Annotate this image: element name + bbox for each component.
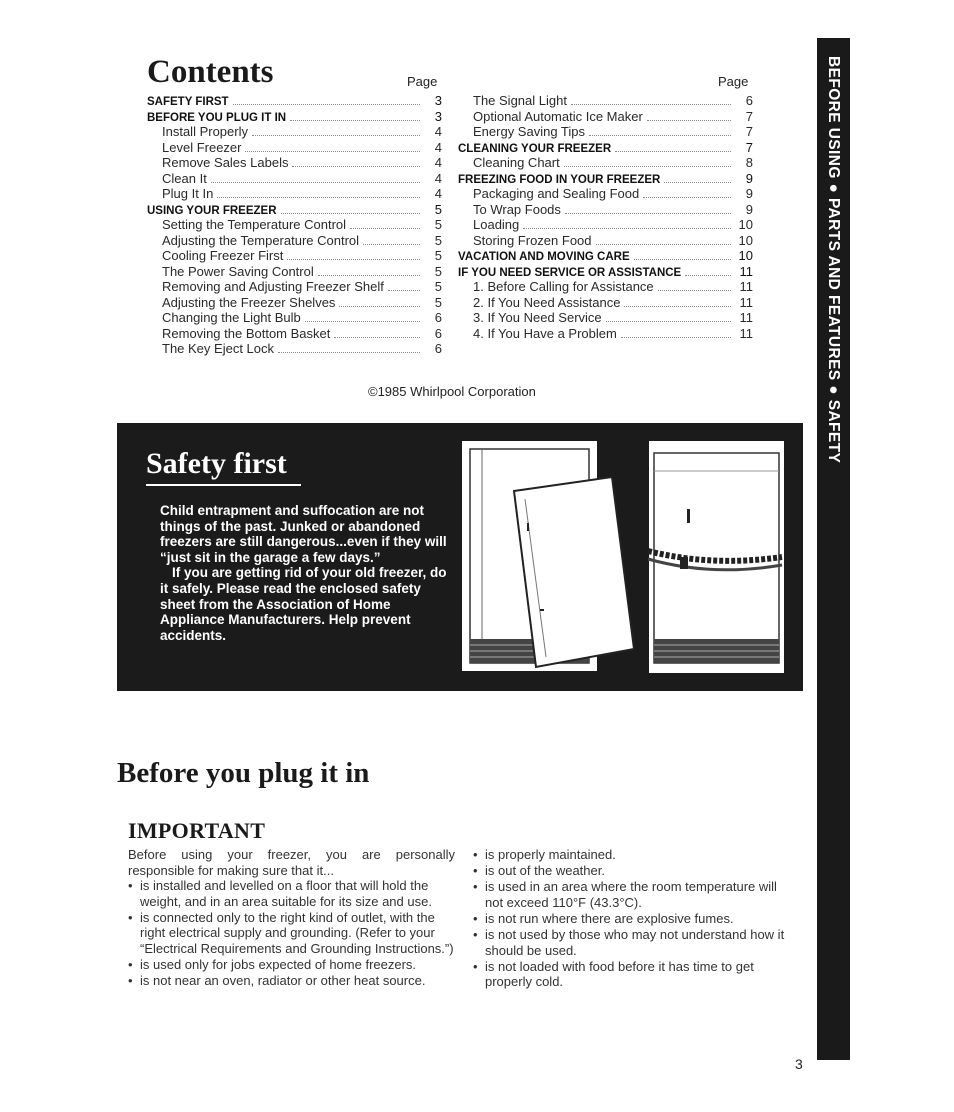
toc-entry-page: 9 (745, 186, 753, 201)
bullet-icon: • (128, 957, 133, 973)
bullet-item (128, 973, 455, 989)
bullet-text: is out of the weather. (485, 863, 605, 879)
toc-entry-page: 5 (434, 263, 442, 279)
toc-dot-leader (388, 290, 420, 291)
toc-entry-page: 6 (434, 310, 442, 325)
toc-entry (458, 233, 753, 249)
toc-entry-title: The Power Saving Control (162, 263, 314, 279)
toc-dot-leader (292, 166, 420, 167)
side-section-tab (817, 38, 850, 1060)
bullet-icon: • (473, 879, 478, 895)
toc-entry-title: Setting the Temperature Control (162, 217, 347, 232)
toc-entry-page: 5 (434, 248, 442, 263)
bullet-item (128, 957, 455, 973)
toc-entry-title: Cooling Freezer First (162, 248, 284, 263)
toc-dot-leader (233, 104, 420, 105)
toc-entry-page: 5 (434, 279, 442, 294)
bullet-item (128, 878, 455, 909)
toc-dot-leader (664, 182, 731, 183)
toc-entry-page: 4 (434, 124, 442, 139)
toc-entry (458, 140, 753, 156)
toc-dot-leader (634, 259, 731, 260)
toc-entry-page: 7 (745, 124, 753, 139)
toc-dot-leader (565, 213, 731, 214)
toc-dot-leader (596, 244, 731, 245)
toc-entry-page: 6 (745, 93, 753, 108)
intro-text: Before using your freezer, you are personally responsible for making sure that it... (128, 847, 455, 878)
title-underline (146, 484, 301, 486)
toc-entry-title: VACATION AND MOVING CARE (458, 251, 630, 263)
toc-entry-page: 5 (434, 201, 442, 217)
toc-dot-leader (339, 306, 420, 307)
toc-dot-leader (606, 321, 731, 322)
toc-entry (458, 186, 753, 202)
toc-entry-page: 7 (745, 108, 753, 124)
page-number: 3 (795, 1056, 803, 1072)
contents-title: Contents (147, 54, 274, 90)
toc-entry-title: Loading (473, 217, 520, 232)
toc-entry-page: 10 (738, 248, 753, 263)
toc-right-column (458, 93, 753, 341)
toc-entry (458, 310, 753, 326)
toc-dot-leader (305, 321, 420, 322)
toc-entry-title: USING YOUR FREEZER (147, 204, 277, 217)
safety-paragraph-1: Child entrapment and suffocation are not things of the past. Junked or abandoned freezers are still dangerous...even if they will “just sit in the garage a few days.” (160, 503, 447, 565)
toc-entry-title: Level Freezer (162, 139, 242, 155)
toc-entry-title: The Signal Light (473, 93, 567, 108)
toc-entry-title: BEFORE YOU PLUG IT IN (147, 111, 287, 124)
toc-entry-page: 10 (738, 232, 753, 248)
toc-entry (147, 171, 442, 187)
toc-entry (147, 124, 442, 140)
toc-entry-title: Removing and Adjusting Freezer Shelf (162, 279, 384, 294)
toc-entry (147, 93, 442, 109)
toc-entry (458, 202, 753, 218)
toc-entry (147, 279, 442, 295)
bullet-item (128, 910, 455, 957)
toc-entry-page: 4 (434, 139, 442, 155)
bullet-item (473, 959, 795, 990)
toc-entry-page: 7 (745, 139, 753, 155)
toc-dot-leader (624, 306, 731, 307)
toc-entry (458, 155, 753, 171)
bullet-item (473, 879, 795, 910)
toc-entry-page: 6 (434, 325, 442, 341)
bullet-text: is used only for jobs expected of home freezers. (140, 957, 417, 973)
toc-entry (147, 140, 442, 156)
safety-paragraph-2: If you are getting rid of your old freezer, do it safely. Please read the enclosed safety sheet from the Association of Home Appliance Manufacturers. Help prevent accidents. (160, 565, 447, 643)
bullet-list-right (473, 847, 795, 990)
toc-entry-page: 5 (434, 294, 442, 310)
toc-dot-leader (615, 151, 731, 152)
copyright-notice: ©1985 Whirlpool Corporation (368, 384, 536, 399)
toc-entry-page: 10 (738, 217, 753, 232)
bullet-item (473, 863, 795, 879)
bullet-text: is not run where there are explosive fumes. (485, 910, 734, 926)
toc-dot-leader (281, 213, 421, 214)
toc-entry (147, 202, 442, 218)
toc-entry-title: Install Properly (162, 124, 248, 139)
toc-entry (458, 279, 753, 295)
toc-entry (147, 264, 442, 280)
bullet-item (473, 847, 795, 863)
bullet-text: is not used by those who may not understand how it should be used. (485, 926, 785, 958)
safety-first-title: Safety first (146, 447, 287, 480)
toc-entry (147, 326, 442, 342)
toc-entry-page: 11 (739, 279, 753, 294)
bullet-item (473, 911, 795, 927)
bullet-text: is installed and levelled on a floor that will hold the weight, and in an area suitable for its size and use. (140, 878, 432, 909)
responsibilities-left-column (128, 847, 455, 989)
toc-entry-title: 4. If You Have a Problem (473, 325, 617, 341)
toc-entry-page: 9 (745, 201, 753, 217)
bullet-icon: • (128, 909, 133, 925)
toc-entry (147, 248, 442, 264)
toc-dot-leader (571, 104, 731, 105)
toc-entry-title: Storing Frozen Food (473, 232, 592, 248)
toc-dot-leader (589, 135, 731, 136)
bullet-icon: • (473, 958, 478, 974)
safety-warning-text (160, 503, 452, 643)
toc-entry-page: 8 (745, 155, 753, 170)
bullet-text: is used in an area where the room temperature will not exceed 110°F (43.3°C). (485, 879, 777, 910)
bullet-icon: • (473, 926, 478, 942)
toc-entry (147, 295, 442, 311)
bullet-icon: • (473, 910, 478, 926)
toc-dot-leader (290, 120, 420, 121)
responsibilities-right-column (473, 847, 795, 990)
toc-entry (458, 248, 753, 264)
toc-dot-leader (685, 275, 731, 276)
toc-dot-leader (278, 352, 420, 353)
toc-entry-title: 2. If You Need Assistance (473, 294, 621, 310)
toc-entry-page: 11 (739, 294, 753, 310)
chained-freezer (648, 441, 784, 673)
toc-entry-page: 11 (739, 263, 753, 279)
toc-entry-title: Remove Sales Labels (162, 155, 289, 170)
toc-dot-leader (564, 166, 731, 167)
toc-entry (147, 341, 442, 357)
toc-entry (458, 93, 753, 109)
upright-freezer-door-removed (462, 441, 634, 671)
page-column-header-right: Page (718, 74, 749, 89)
toc-entry-title: SAFETY FIRST (147, 96, 229, 108)
toc-entry (147, 310, 442, 326)
toc-entry (458, 124, 753, 140)
toc-entry-page: 4 (434, 186, 442, 201)
bullet-icon: • (473, 847, 478, 862)
toc-entry-page: 5 (434, 232, 442, 248)
toc-entry (458, 171, 753, 187)
toc-entry-page: 9 (745, 170, 753, 186)
freezer-illustration (462, 439, 792, 679)
toc-entry (147, 186, 442, 202)
toc-dot-leader (363, 244, 420, 245)
toc-entry (147, 217, 442, 233)
toc-entry (458, 264, 753, 280)
toc-entry-title: 1. Before Calling for Assistance (473, 279, 654, 294)
toc-entry-page: 3 (434, 108, 442, 124)
toc-entry (458, 326, 753, 342)
toc-entry-page: 5 (434, 217, 442, 232)
bullet-text: is connected only to the right kind of outlet, with the right electrical supply and grounding. (Refer to your “Electrical Requirements and Grounding Instructions.”) (140, 909, 454, 957)
bullet-icon: • (128, 973, 133, 989)
toc-entry (458, 295, 753, 311)
toc-entry-title: Optional Automatic Ice Maker (473, 108, 643, 124)
toc-entry-title: CLEANING YOUR FREEZER (458, 142, 612, 155)
toc-dot-leader (658, 290, 731, 291)
toc-entry (458, 217, 753, 233)
toc-dot-leader (621, 337, 731, 338)
toc-entry (147, 155, 442, 171)
bullet-item (473, 927, 795, 958)
toc-entry-title: Adjusting the Freezer Shelves (162, 294, 336, 310)
toc-entry-page: 3 (434, 93, 442, 108)
safety-first-panel (117, 423, 803, 691)
toc-entry-title: FREEZING FOOD IN YOUR FREEZER (458, 173, 661, 186)
bullet-text: is not loaded with food before it has time to get properly cold. (485, 958, 754, 990)
toc-dot-leader (211, 182, 420, 183)
toc-dot-leader (287, 259, 420, 260)
toc-entry-title: Removing the Bottom Basket (162, 325, 331, 341)
toc-entry-title: Plug It In (162, 186, 214, 201)
toc-entry (147, 109, 442, 125)
toc-entry-title: Cleaning Chart (473, 155, 560, 170)
toc-entry-title: Adjusting the Temperature Control (162, 232, 360, 248)
section-title-before-you-plug: Before you plug it in (117, 757, 370, 789)
bullet-text: is not near an oven, radiator or other heat source. (140, 973, 426, 989)
bullet-list-left (128, 878, 455, 989)
toc-entry-title: Packaging and Sealing Food (473, 186, 640, 201)
toc-dot-leader (523, 228, 731, 229)
toc-entry-page: 11 (739, 325, 753, 341)
page-column-header-left: Page (407, 74, 438, 89)
toc-entry-title: To Wrap Foods (473, 201, 561, 217)
toc-dot-leader (217, 197, 420, 198)
toc-dot-leader (245, 151, 420, 152)
toc-entry-title: Energy Saving Tips (473, 124, 586, 139)
toc-dot-leader (334, 337, 420, 338)
toc-entry-page: 4 (434, 170, 442, 186)
side-tab-label: BEFORE USING ● PARTS AND FEATURES ● SAFETY (825, 56, 842, 464)
toc-dot-leader (252, 135, 420, 136)
toc-dot-leader (647, 120, 731, 121)
toc-entry-title: Changing the Light Bulb (162, 310, 301, 325)
toc-left-column (147, 93, 442, 357)
toc-entry-page: 4 (434, 155, 442, 170)
bullet-icon: • (473, 863, 478, 879)
toc-entry (458, 109, 753, 125)
bullet-icon: • (128, 878, 133, 894)
toc-entry-title: IF YOU NEED SERVICE OR ASSISTANCE (458, 266, 682, 279)
toc-entry-page: 11 (739, 310, 753, 325)
important-heading: IMPORTANT (128, 818, 266, 843)
toc-dot-leader (643, 197, 731, 198)
toc-entry-title: The Key Eject Lock (162, 341, 274, 356)
toc-entry (147, 233, 442, 249)
bullet-text: is properly maintained. (485, 847, 616, 862)
toc-dot-leader (318, 275, 420, 276)
toc-entry-title: 3. If You Need Service (473, 310, 602, 325)
toc-entry-page: 6 (434, 341, 442, 356)
toc-dot-leader (350, 228, 420, 229)
toc-entry-title: Clean It (162, 170, 207, 186)
